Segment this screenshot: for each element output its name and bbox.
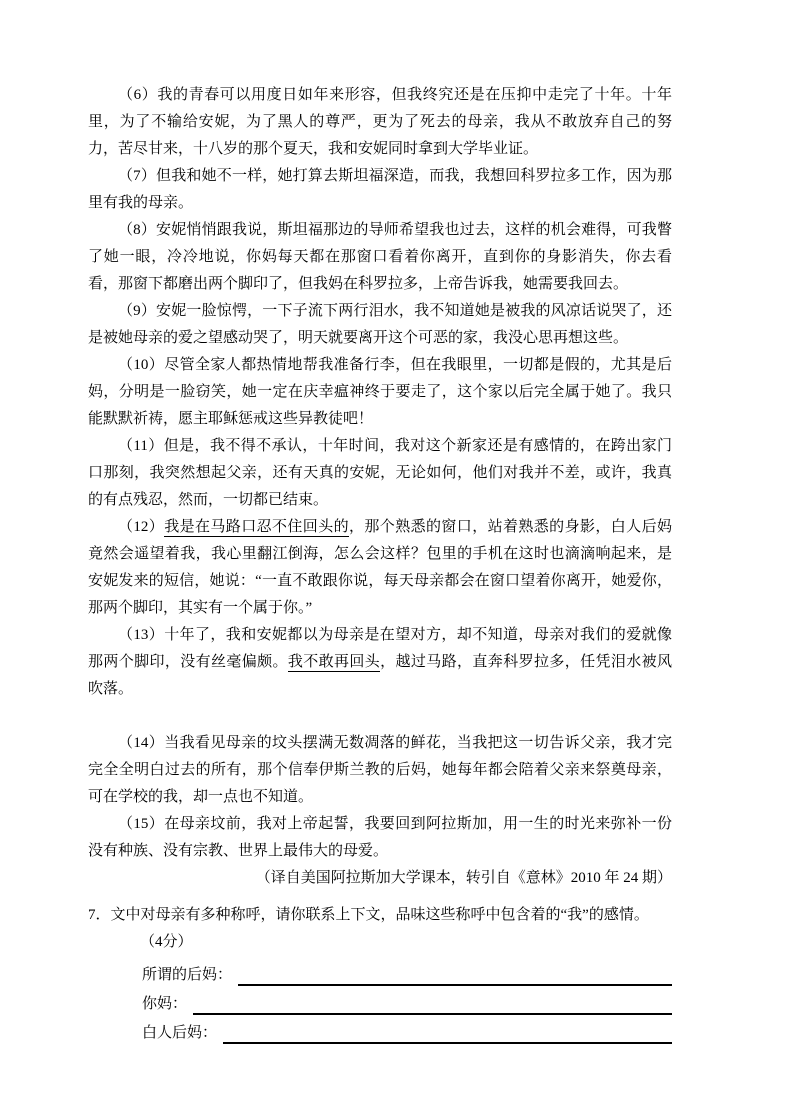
answer-blank-label: 你妈： xyxy=(142,996,188,1012)
paragraph-text: （14）当我看见母亲的坟头摆满无数凋落的鲜花，当我把这一切告诉父亲，我才完完全全明白过去的所有，那个信奉伊斯兰教的后妈，她每年都会陪着父亲来祭奠母亲，可在学校的我，却一点也不知道。 xyxy=(88,735,672,805)
paragraph-text: （6）我的青春可以用度日如年来形容，但我终究还是在压抑中走完了十年。十年里，为了不输给安妮，为了黑人的尊严，更为了死去的母亲，我从不敢放弃自己的努力，苦尽甘来，十八岁的那个夏天，我和安妮同时拿到大学毕业证。 xyxy=(88,87,672,157)
paragraph xyxy=(88,352,672,433)
question-7 xyxy=(88,902,672,1047)
paragraph xyxy=(88,811,672,865)
answer-blank-label: 白人后妈： xyxy=(142,1025,218,1041)
paragraph xyxy=(88,163,672,217)
paragraph xyxy=(88,514,672,622)
paragraph-text: （12） xyxy=(118,519,165,535)
answer-blank-row xyxy=(142,989,672,1018)
answer-blank-row xyxy=(142,960,672,989)
answer-blank-line xyxy=(223,1042,672,1044)
paragraph-text: （15）在母亲坟前，我对上帝起誓，我要回到阿拉斯加，用一生的时光来弥补一份没有种族、没有宗教、世界上最伟大的母爱。 xyxy=(88,816,672,859)
paragraph xyxy=(88,622,672,703)
answer-blank-line xyxy=(193,1013,672,1015)
paragraph xyxy=(88,217,672,298)
question-text: 文中对母亲有多种称呼，请你联系上下文，品味这些称呼中包含着的“我”的感情。 xyxy=(110,907,649,923)
document-page xyxy=(88,82,672,1047)
answer-blanks xyxy=(88,960,672,1047)
paragraph-text: （8）安妮悄悄跟我说，斯坦福那边的导师希望我也过去，这样的机会难得，可我瞥了她一眼，冷冷地说，你妈每天都在那窗口看着你离开，直到你的身影消失，你去看看，那窗下都磨出两个脚印了，但我妈在科罗拉多，上帝告诉我，她需要我回去。 xyxy=(88,222,672,292)
answer-blank-label: 所谓的后妈： xyxy=(142,967,233,983)
paragraph-text: （11）但是，我不得不承认，十年时间，我对这个新家还是有感情的，在跨出家门口那刻，我突然想起父亲，还有天真的安妮，无论如何，他们对我并不差，或许，我真的有点残忍，然而，一切都已结束。 xyxy=(88,438,672,508)
article-paragraphs xyxy=(88,82,672,865)
question-score: （4分） xyxy=(140,934,193,950)
source-attribution: （译自美国阿拉斯加大学课本，转引自《意林》2010 年 24 期） xyxy=(255,870,672,886)
paragraph xyxy=(88,433,672,514)
question-line xyxy=(88,902,672,929)
answer-blank-row xyxy=(142,1018,672,1047)
paragraph xyxy=(88,730,672,811)
paragraph xyxy=(88,298,672,352)
paragraph-text: （9）安妮一脸惊愕，一下子流下两行泪水，我不知道她是被我的风凉话说哭了，还是被她母亲的爱之望感动哭了，明天就要离开这个可恶的家，我没心思再想这些。 xyxy=(88,303,672,346)
paragraph-text: ，越过马路，直奔科罗拉多，任凭泪水被风吹落。 xyxy=(88,654,672,697)
underlined-phrase: 我不敢再回头 xyxy=(287,654,381,670)
underlined-phrase: 我是在马路口忍不住回头的 xyxy=(164,519,349,535)
paragraph-text: （10）尽管全家人都热情地帮我准备行李，但在我眼里，一切都是假的，尤其是后妈，分明是一脸窃笑，她一定在庆幸瘟神终于要走了，这个家以后完全属于她了。我只能默默祈祷，愿主耶稣惩戒这些异教徒吧！ xyxy=(88,357,672,427)
paragraph-text: （7）但我和她不一样，她打算去斯坦福深造，而我，我想回科罗拉多工作，因为那里有我的母亲。 xyxy=(88,168,672,211)
paragraph xyxy=(88,82,672,163)
question-number: 7． xyxy=(88,907,111,923)
answer-blank-line xyxy=(238,984,672,986)
paragraph-text: （13）十年了，我和安妮都以为母亲是在望对方，却不知道，母亲对我们的爱就像那两个脚印，没有丝毫偏颇。 xyxy=(88,627,672,670)
paragraph-text: ，那个熟悉的窗口，站着熟悉的身影，白人后妈竟然会遥望着我，我心里翻江倒海，怎么会这样？包里的手机在这时也滴滴响起来，是安妮发来的短信，她说：“一直不敢跟你说，每天母亲都会在窗口望着你离开，她爱你，那两个脚印，其实有一个属于你。” xyxy=(88,519,672,616)
